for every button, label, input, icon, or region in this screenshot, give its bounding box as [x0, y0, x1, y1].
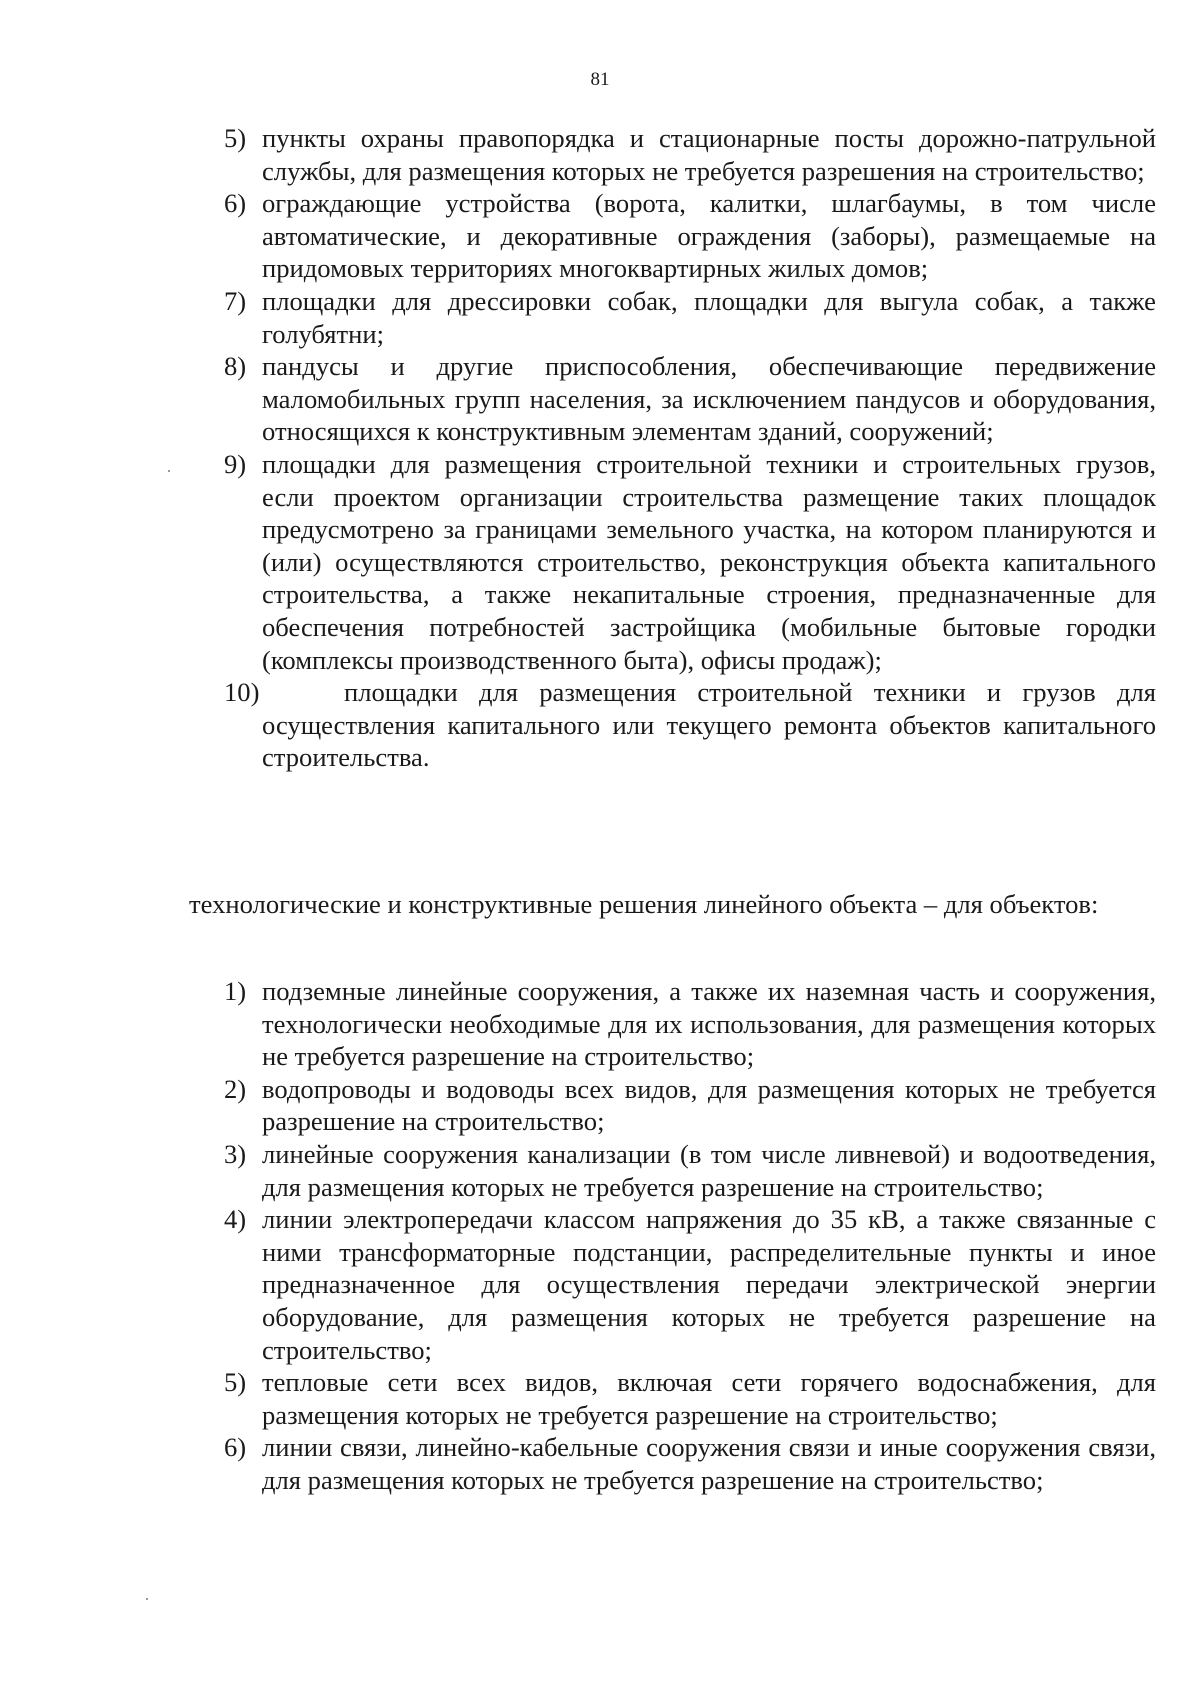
list-item-number: 8) [224, 351, 247, 382]
list-item-number: 9) [224, 448, 247, 479]
list-item [224, 350, 1156, 448]
list-item-number: 6) [224, 1432, 247, 1463]
list-item [224, 1431, 1156, 1496]
list-item-number: 6) [224, 188, 247, 219]
list-item [224, 122, 1156, 187]
list-item-text: подземные линейные сооружения, а также их наземная часть и сооружения, технологически необходимые для их использования, для размещения которых не требуется разрешение на строительство; [262, 976, 1156, 1072]
page-number: 81 [590, 69, 610, 90]
list-item-text: пункты охраны правопорядка и стационарные посты дорожно-патрульной службы, для размещения которых не требуется разрешения на строительство; [262, 123, 1156, 186]
list-item [224, 187, 1156, 285]
list-item-text: линии электропередачи классом напряжения до 35 кВ, а также связанные с ними трансформаторные подстанции, распределительные пункты и иное предназначенное для осуществления передачи электрической энергии оборудование, для размещения которых не требуется разрешение на строительство; [262, 1204, 1156, 1365]
list-item-number: 5) [224, 123, 247, 153]
list-item-number: 2) [224, 1073, 247, 1104]
list-top [224, 122, 1156, 774]
list-item-number: 4) [224, 1204, 247, 1235]
list-item [224, 448, 1156, 676]
list-item [224, 1138, 1156, 1203]
list-item [224, 975, 1156, 1073]
list-item-text: тепловые сети всех видов, включая сети горячего водоснабжения, для размещения которых не требуется разрешение на строительство; [262, 1367, 1156, 1430]
list-item-text: водопроводы и водоводы всех видов, для размещения которых не требуется разрешение на строительство; [262, 1073, 1156, 1137]
list-item-number: 7) [224, 285, 247, 316]
list-item-number: 10) [224, 677, 260, 708]
list-item [224, 1366, 1156, 1431]
body-paragraph: технологические и конструктивные решения линейного объекта – для объектов: [189, 889, 1099, 919]
scan-speck [168, 470, 170, 472]
list-item-text: площадки для дрессировки собак, площадки для выгула собак, а также голубятни; [262, 285, 1156, 349]
list-item [224, 285, 1156, 350]
list-item-text: линии связи, линейно-кабельные сооружения связи и иные сооружения связи, для размещения которых не требуется разрешение на строительство; [262, 1432, 1156, 1495]
list-item-text: ограждающие устройства (ворота, калитки, шлагбаумы, в том числе автоматические, и декоративные ограждения (заборы), размещаемые на придомовых территориях многоквартирных жилых домов; [262, 188, 1156, 284]
list-item-number: 5) [224, 1367, 247, 1398]
list-item [224, 676, 1156, 774]
scan-speck [146, 1598, 148, 1600]
list-item-number: 1) [224, 976, 247, 1006]
list-item-text: линейные сооружения канализации (в том числе ливневой) и водоотведения, для размещения которых не требуется разрешение на строительство; [262, 1138, 1156, 1202]
list-item-text: пандусы и другие приспособления, обеспечивающие передвижение маломобильных групп населения, за исключением пандусов и оборудования, относящихся к конструктивным элементам зданий, сооружений; [262, 351, 1156, 447]
list-item-text: площадки для размещения строительной техники и грузов для осуществления капитального или текущего ремонта объектов капитального строительства. [262, 677, 1156, 773]
list-item-number: 3) [224, 1138, 247, 1169]
list-bottom [224, 975, 1156, 1497]
list-item-text: площадки для размещения строительной техники и строительных грузов, если проектом организации строительства размещение таких площадок предусмотрено за границами земельного участка, на котором планируются и (или) осуществляются строительство, реконструкция объекта капитального строительства, а также некапитальные строения, предназначенные для обеспечения потребностей застройщика (мобильные бытовые городки (комплексы производственного быта), офисы продаж); [262, 448, 1156, 675]
list-item [224, 1073, 1156, 1138]
list-item [224, 1203, 1156, 1366]
